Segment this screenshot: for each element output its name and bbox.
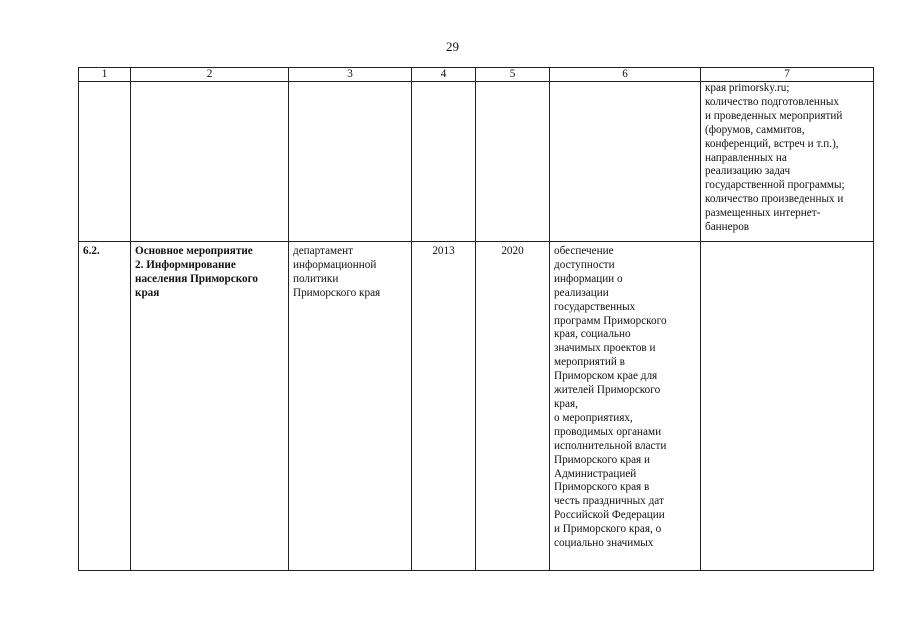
result-line: обеспечение — [554, 245, 614, 257]
activity-name-line: края — [135, 286, 160, 299]
header-cell-2: 2 — [131, 68, 289, 82]
header-cell-6: 6 — [550, 68, 701, 82]
result-line: края, социально — [554, 328, 631, 341]
cont-cell-4 — [412, 82, 476, 242]
table-header-row — [79, 68, 874, 82]
result-line: государственных — [554, 300, 636, 313]
result-line: Российской Федерации — [554, 509, 665, 522]
program-table — [78, 67, 874, 571]
executor-line: Приморского края — [293, 286, 381, 299]
indicator-line: баннеров — [705, 221, 750, 234]
result-line: значимых проектов и — [554, 342, 656, 355]
end-year-cell: 2020 — [476, 242, 550, 571]
result-line: Приморского края в — [554, 481, 650, 494]
result-line: Администрацией — [554, 467, 637, 480]
result-line: и Приморского края, о — [554, 523, 662, 536]
result-line: края, — [554, 397, 578, 410]
indicator-line: и проведенных мероприятий — [705, 109, 843, 122]
result-line: жителей Приморского — [554, 384, 661, 397]
cont-cell-6 — [550, 82, 701, 242]
executor-line: информационной — [293, 258, 377, 271]
indicator-line: направленных на — [705, 151, 787, 164]
executor-line: департамент — [293, 245, 353, 257]
indicator-line: количество подготовленных — [705, 95, 840, 108]
header-cell-4: 4 — [412, 68, 476, 82]
activity-name-line: Основное мероприятие — [135, 245, 253, 257]
result-line: программ Приморского — [554, 314, 667, 327]
result-line: реализации — [554, 286, 609, 299]
cont-cell-1 — [79, 82, 131, 242]
indicators-cell — [701, 82, 874, 242]
cont-cell-3 — [289, 82, 412, 242]
result-line: о мероприятиях, — [554, 411, 633, 424]
result-line: Приморского края и — [554, 453, 650, 466]
header-cell-7: 7 — [701, 68, 874, 82]
header-cell-3: 3 — [289, 68, 412, 82]
indicator-line: реализацию задач — [705, 165, 791, 178]
result-line: честь праздничных дат — [554, 495, 664, 508]
page-number: 29 — [446, 39, 459, 54]
indicator-line: государственной программы; — [705, 179, 845, 192]
result-line: доступности — [554, 258, 615, 271]
table-row-6-2 — [79, 242, 874, 571]
indicator-line: размещенных интернет- — [705, 207, 821, 220]
result-line: проводимых органами — [554, 425, 662, 438]
header-cell-1: 1 — [79, 68, 131, 82]
start-year-cell: 2013 — [412, 242, 476, 571]
indicator-line: (форумов, саммитов, — [705, 123, 805, 136]
row-number: 6.2. — [79, 242, 131, 571]
result-line: Приморском крае для — [554, 370, 658, 383]
activity-name-cell — [131, 242, 289, 571]
result-line: социально значимых — [554, 537, 654, 550]
executor-cell — [289, 242, 412, 571]
indicator-line: конференций, встреч и т.п.), — [705, 137, 839, 150]
activity-name-line: 2. Информирование — [135, 258, 236, 271]
cont-cell-5 — [476, 82, 550, 242]
result-line: мероприятий в — [554, 356, 625, 369]
activity-name-line: населения Приморского — [135, 272, 259, 285]
expected-result-cell — [550, 242, 701, 571]
header-cell-5: 5 — [476, 68, 550, 82]
indicators-cell-empty — [701, 242, 874, 571]
indicator-line: края primorsky.ru; — [705, 82, 790, 94]
result-line: информации о — [554, 272, 623, 285]
result-line: исполнительной власти — [554, 439, 667, 452]
cont-cell-2 — [131, 82, 289, 242]
continuation-row — [79, 82, 874, 242]
indicator-line: количество произведенных и — [705, 193, 844, 206]
executor-line: политики — [293, 272, 339, 285]
